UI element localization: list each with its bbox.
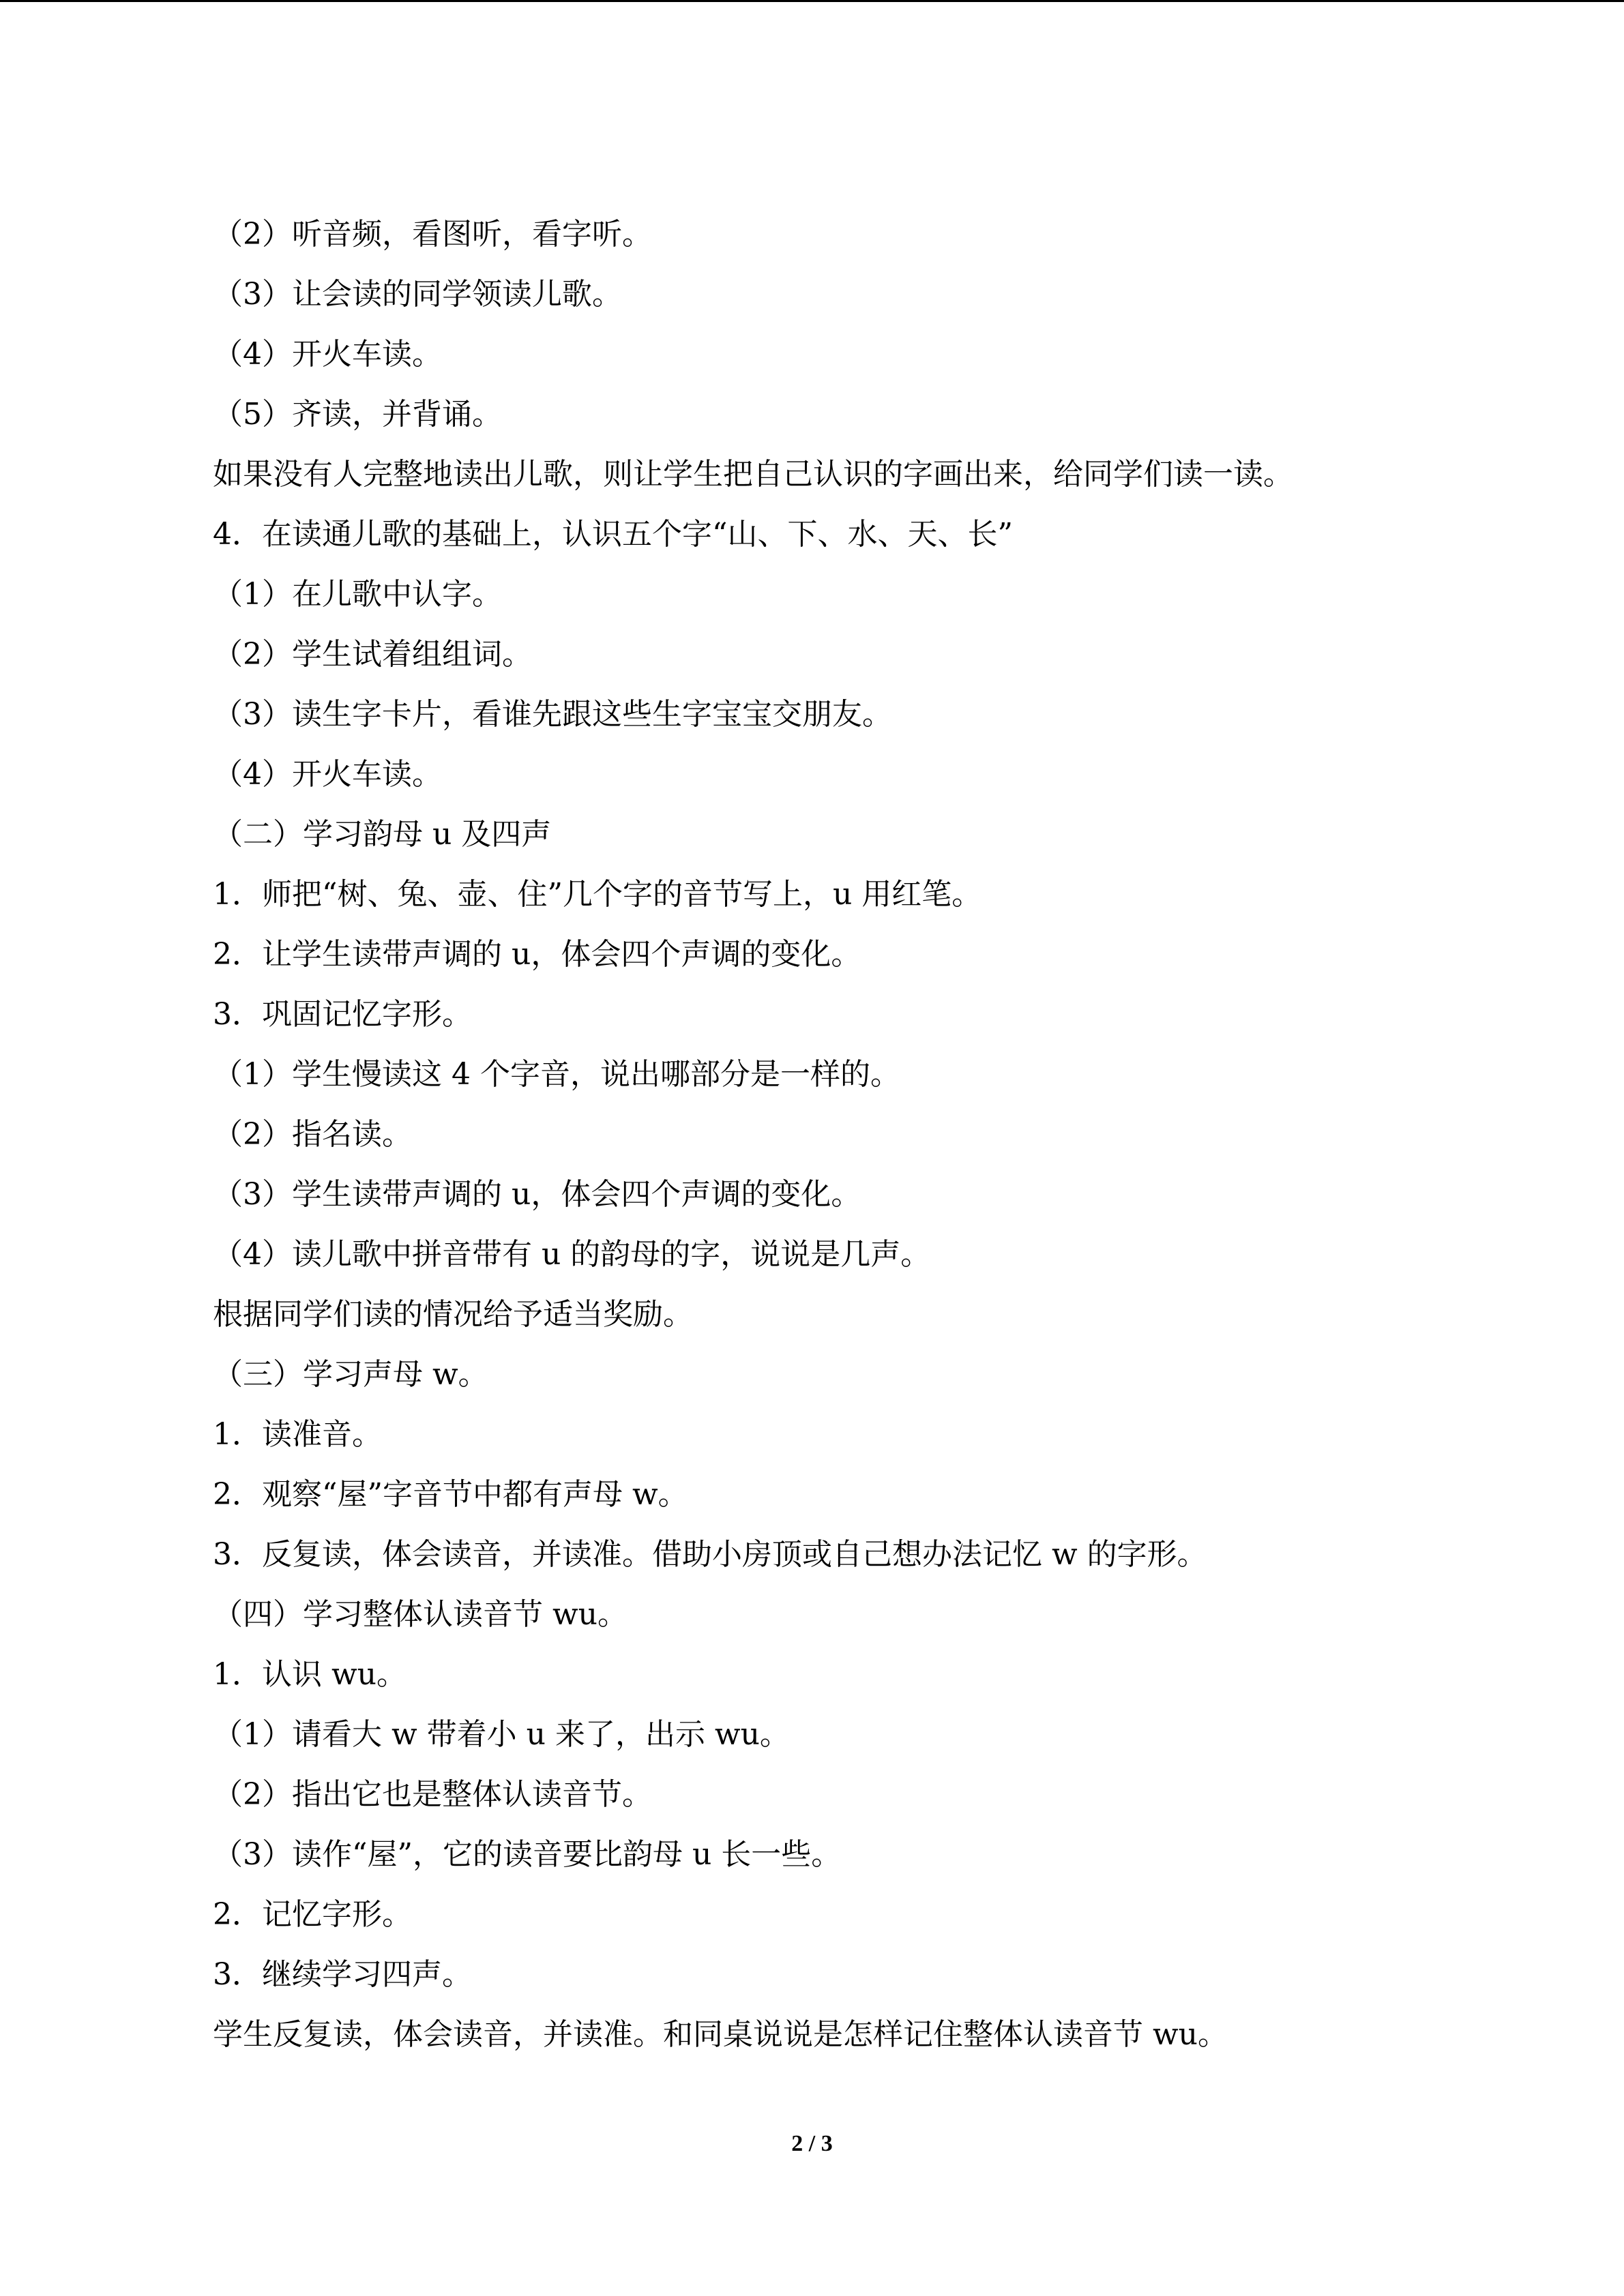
text-line: 2．记忆字形。 — [213, 1897, 412, 1932]
page-top-border — [0, 0, 1624, 2]
text-line: 3．巩固记忆字形。 — [213, 997, 472, 1032]
text-line: （4）开火车读。 — [213, 757, 442, 792]
text-line: （2）指名读。 — [213, 1117, 412, 1152]
text-line: （3）读作“屋”，它的读音要比韵母 u 长一些。 — [213, 1837, 842, 1872]
text-line: （1）请看大 w 带着小 u 来了，出示 wu。 — [213, 1717, 790, 1752]
text-line: （2）听音频，看图听，看字听。 — [213, 217, 652, 252]
text-line: 学生反复读，体会读音，并读准。和同桌说说是怎样记住整体认读音节 wu。 — [213, 2017, 1228, 2052]
text-line: （3）学生读带声调的 u，体会四个声调的变化。 — [213, 1177, 861, 1212]
section-heading: （二）学习韵母 u 及四声 — [213, 817, 552, 852]
text-line: 1．师把“树、兔、壶、住”几个字的音节写上，u 用红笔。 — [213, 877, 982, 912]
text-line: （1）学生慢读这 4 个字音，说出哪部分是一样的。 — [213, 1057, 900, 1092]
text-line: （3）让会读的同学领读儿歌。 — [213, 277, 622, 312]
page-number: 2 / 3 — [791, 2131, 833, 2156]
text-line: 3．继续学习四声。 — [213, 1957, 472, 1992]
text-line: （4）读儿歌中拼音带有 u 的韵母的字，说说是几声。 — [213, 1237, 931, 1272]
text-line: （3）读生字卡片，看谁先跟这些生字宝宝交朋友。 — [213, 697, 892, 732]
text-line: （2）学生试着组组词。 — [213, 637, 532, 672]
text-line: 根据同学们读的情况给予适当奖励。 — [213, 1297, 693, 1332]
section-heading: （四）学习整体认读音节 wu。 — [213, 1597, 628, 1632]
text-line: （5）齐读，并背诵。 — [213, 397, 502, 432]
text-line: 1．读准音。 — [213, 1417, 382, 1452]
text-line: 2．让学生读带声调的 u，体会四个声调的变化。 — [213, 937, 861, 972]
text-line: 2．观察“屋”字音节中都有声母 w。 — [213, 1477, 688, 1512]
text-line: （1）在儿歌中认字。 — [213, 577, 502, 612]
text-line: （4）开火车读。 — [213, 337, 442, 372]
text-line: 4．在读通儿歌的基础上，认识五个字“山、下、水、天、长” — [213, 517, 1013, 552]
text-line: 3．反复读，体会读音，并读准。借助小房顶或自己想办法记忆 w 的字形。 — [213, 1537, 1207, 1572]
document-body — [213, 205, 1509, 2065]
text-line: 1．认识 wu。 — [213, 1657, 407, 1692]
section-heading: （三）学习声母 w。 — [213, 1357, 488, 1392]
text-line: 如果没有人完整地读出儿歌，则让学生把自己认识的字画出来，给同学们读一读。 — [213, 457, 1293, 492]
text-line: （2）指出它也是整体认读音节。 — [213, 1777, 652, 1812]
